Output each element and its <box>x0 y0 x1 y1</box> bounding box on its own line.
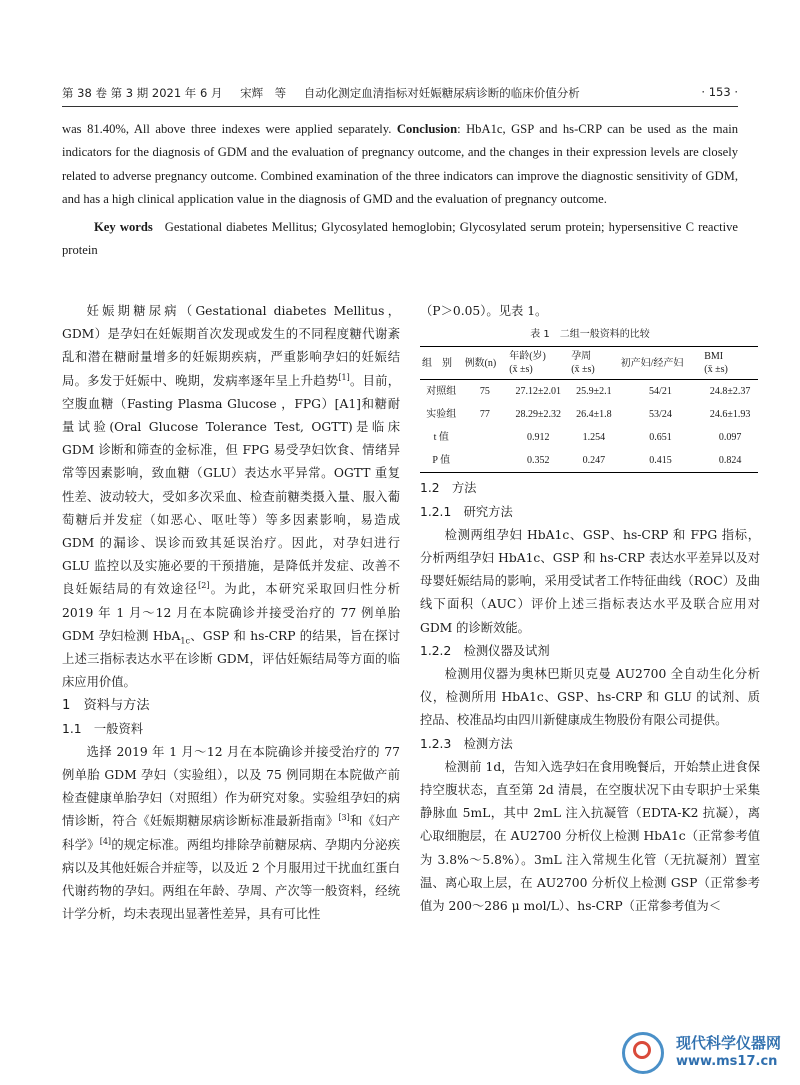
table-cell: 27.12±2.01 <box>515 386 561 398</box>
page-number: · 153 · <box>701 85 738 99</box>
table-caption: 表 1 二组一般资料的比较 <box>530 329 650 341</box>
general-data-paragraph <box>62 741 400 927</box>
table-row <box>420 403 758 426</box>
table-cell: 0.415 <box>649 455 672 467</box>
watermark-logo-icon <box>622 1032 664 1074</box>
table-cell <box>463 449 508 473</box>
table-header-parity: 初产妇/经产妇 <box>619 347 703 380</box>
section-heading-1-2-2: 1.2.2 检测仪器及试剂 <box>420 643 550 658</box>
instrument-paragraph: 检测用仪器为奥林巴斯贝克曼 AU2700 全自动生化分析仪，检测所用 HbA1c、GSP、hs-CRP 和 GLU 的试剂、质控品、校准品均由四川新健康成生物股份有限公司提供。 <box>420 667 760 728</box>
header-title: 自动化测定血清指标对妊娠糖尿病诊断的临床价值分析 <box>303 86 580 100</box>
table-row <box>420 449 758 473</box>
citation-4[interactable]: [4] <box>99 836 112 846</box>
week-label: 孕周 <box>571 351 592 363</box>
method-paragraph: 检测两组孕妇 HbA1c、GSP、hs-CRP 和 FPG 指标，分析两组孕妇 HbA1c、GSP 和 hs-CRP 表达水平差异以及对母婴妊娠结局的影响，采用受试者工作特征曲线（ROC）及曲线下面积（AUC）评价上述三指标表达水平及联合应用对 GDM 的诊断效能。 <box>420 527 760 635</box>
table-header-age <box>507 347 569 380</box>
table-cell: 0.247 <box>582 455 606 467</box>
citation-1[interactable]: [1] <box>338 372 350 382</box>
table-cell: 24.8±2.37 <box>709 386 751 398</box>
header-left <box>62 85 594 101</box>
abstract-text <box>62 118 738 212</box>
table-cell: 28.29±2.32 <box>515 409 561 421</box>
table-cell: 54/21 <box>649 386 672 398</box>
age-label: 年龄(岁) <box>509 351 546 363</box>
table-cell: 77 <box>479 409 490 421</box>
table-cell: 0.824 <box>718 455 742 467</box>
table-cell: 53/24 <box>649 409 672 421</box>
section-heading-1-2-1: 1.2.1 研究方法 <box>420 504 513 519</box>
table-cell: 0.097 <box>718 432 742 444</box>
keywords-text: Gestational diabetes Mellitus; Glycosylated hemoglobin; Glycosylated serum protein; hypersensitive C reactive protein <box>62 219 738 258</box>
week-unit: (x̄ ±s) <box>571 364 595 376</box>
table-header-n: 例数(n) <box>463 347 508 380</box>
bmi-label: BMI <box>704 351 724 363</box>
keywords <box>62 216 738 263</box>
table-row <box>420 426 758 449</box>
table-cell: 75 <box>479 386 490 398</box>
section-heading-1-2: 1.2 方法 <box>420 481 477 496</box>
intro-text-3: 。为此，本研究采取回归性分析 2019 年 1 月～12 月在本院确诊并接受治疗的 77 例单胎 GDM 孕妇检测 HbA <box>62 582 400 643</box>
general-text-3: 的规定标准。两组均排除孕前糖尿病、孕期内分泌疾病以及其他妊娠合并症等，以及近 2 个月服用过干扰血红蛋白代谢药物的孕妇。两组在年龄、孕周、产次等一般资料，经统计学分析，均未表现出显著性差异，具有可比性 <box>62 837 400 922</box>
section-heading-1-2-3: 1.2.3 检测方法 <box>420 736 513 751</box>
detection-paragraph: 检测前 1d，告知入选孕妇在食用晚餐后，开始禁止进食保持空腹状态，直至第 2d 清晨，在空腹状况下由专职护士采集静脉血 5mL，其中 2mL 注入抗凝管（EDTA-K2 抗凝），离心取细胞层，在 AU2700 分析仪上检测 HbA1c（正常参考值为 3.8%～5.8%）。3mL 注入常规生化管（无抗凝剂）置室温、离心取上层，在 AU2700 分析仪上检测 GSP（正常参考值为 200～286 μ mol/L）、hs-CRP（正常参考值为＜ <box>420 759 760 914</box>
general-text-2: 和《妇产科学》 <box>62 814 400 852</box>
keywords-label: Key words <box>94 219 153 234</box>
table-cell: P 值 <box>432 455 451 467</box>
intro-paragraph <box>62 300 400 694</box>
conclusion-label: Conclusion <box>396 122 458 136</box>
left-column <box>62 300 400 926</box>
table-cell: 0.352 <box>526 455 550 467</box>
watermark-title: 现代科学仪器网 <box>676 1034 782 1052</box>
running-header <box>62 82 738 107</box>
table-row <box>420 380 758 404</box>
continued-text: （P＞0.05）。见表 1。 <box>420 304 548 318</box>
table-cell: 实验组 <box>426 409 457 421</box>
general-text-1: 选择 2019 年 1 月～12 月在本院确诊并接受治疗的 77 例单胎 GDM 孕妇（实验组），以及 75 例同期在本院做产前检查健康单胎孕妇（对照组）作为研究对象。实验组孕妇的病情诊断，符合《妊娠期糖尿病诊断标准最新指南》 <box>62 744 400 829</box>
citation-3[interactable]: [3] <box>338 813 350 823</box>
table-cell <box>463 426 508 449</box>
abstract-text-1: was 81.40%, All above three indexes were applied separately. <box>62 122 397 136</box>
baseline-table <box>420 346 758 473</box>
table-cell: 24.6±1.93 <box>709 409 751 421</box>
intro-text-4: 、GSP 和 hs-CRP 的结果，旨在探讨上述三指标表达水平在诊断 GDM，评估妊娠结局等方面的临床应用价值。 <box>62 628 400 690</box>
abstract <box>62 118 738 262</box>
table-header-row <box>420 347 758 380</box>
table-header-bmi <box>702 347 758 380</box>
table-cell: 0.912 <box>526 432 550 444</box>
watermark-url: www.ms17.cn <box>676 1054 778 1069</box>
table-cell: 25.9±2.1 <box>576 386 612 398</box>
citation-2[interactable]: [2] <box>198 581 210 591</box>
intro-text-2: 。目前，空腹血糖（Fasting Plasma Glucose ，FPG）[A1]和糖耐量试验(Oral Glucose Tolerance Test, OGTT)是临床 GDM 诊断和筛查的金标准，但 FPG 易受孕妇饮食、情绪异常等因素影响，致血糖（GLU）表达水平异常。OGTT 重复性差、波动较大，受如多次采血、检查前糖类摄入量、服入葡萄糖后并发症（如恶心、呕吐等）等多因素影响，易造成 GDM 的漏诊、误诊而致其延误治疗。因此，对孕妇进行 GLU 监控以及实施必要的干预措施，是降低并发症、改善不良妊娠结局的有效途径 <box>62 373 400 597</box>
table-cell: t 值 <box>433 432 449 444</box>
table-cell: 对照组 <box>426 386 457 398</box>
section-heading-1-1: 1.1 一般资料 <box>62 721 144 736</box>
right-column <box>420 300 760 918</box>
table-header-group: 组 别 <box>420 347 463 380</box>
journal-volume: 第 38 卷 第 3 期 2021 年 6 月 <box>62 86 223 100</box>
table-header-week <box>569 347 618 380</box>
site-watermark <box>620 1030 790 1078</box>
subscript-1c: 1c <box>180 636 190 646</box>
table-cell: 0.651 <box>649 432 672 444</box>
table-cell: 26.4±1.8 <box>576 409 612 421</box>
bmi-unit: (x̄ ±s) <box>704 364 728 376</box>
abstract-text-2: : HbA1c, GSP and hs-CRP can be used as the main indicators for the diagnosis of GDM and the evaluation of pregnancy outcome, and the changes in their expression levels are closely related to adverse pregnancy outcome. Combined examination of the three indicators can improve the diagnostic sensitivity of GDM, and has a high clinical application value in the diagnosis of GMD and the evaluation of pregnancy outcome. <box>62 122 738 207</box>
table-cell: 1.254 <box>582 432 606 444</box>
intro-text-1: 妊娠期糖尿病（Gestational diabetes Mellitus，GDM）是孕妇在妊娠期首次发现或发生的不同程度糖代谢紊乱和潜在糖耐量增多的妊娠期疾病，严重影响孕妇的妊娠结局。多发于妊娠中、晚期，发病率逐年呈上升趋势 <box>62 304 400 388</box>
header-authors: 宋辉 等 <box>240 86 287 100</box>
age-unit: (x̄ ±s) <box>509 364 533 376</box>
section-heading-1: 1 资料与方法 <box>62 698 150 714</box>
